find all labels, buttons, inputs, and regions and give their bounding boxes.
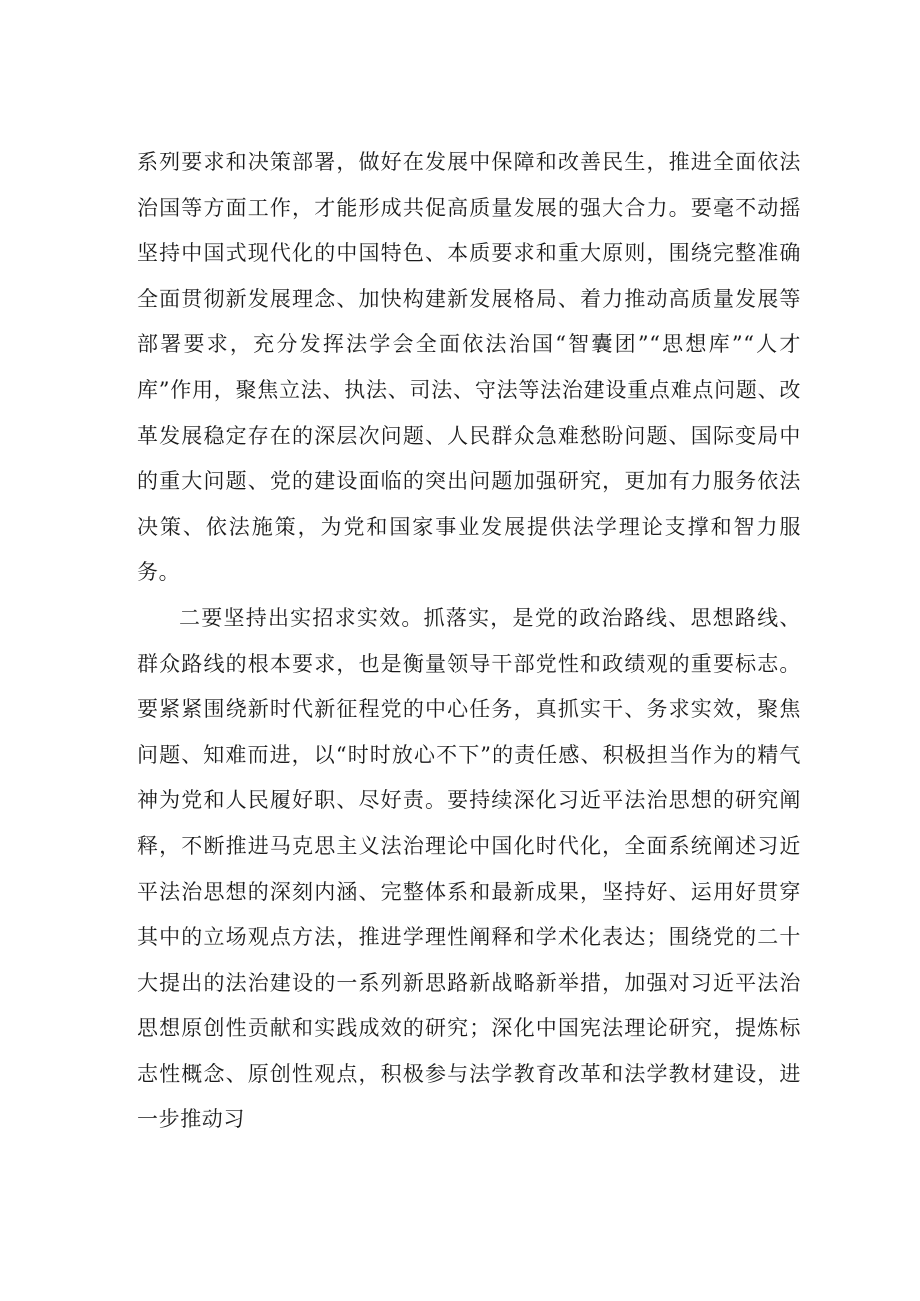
- body-text: [137, 140, 801, 1143]
- paragraph-1: 系列要求和决策部署，做好在发展中保障和改善民生，推进全面依法治国等方面工作，才能形成共促高质量发展的强大合力。要毫不动摇坚持中国式现代化的中国特色、本质要求和重大原则，围绕完整准确全面贯彻新发展理念、加快构建新发展格局、着力推动高质量发展等部署要求，充分发挥法学会全面依法治国“智囊团”“思想库”“人才库”作用，聚焦立法、执法、司法、守法等法治建设重点难点问题、改革发展稳定存在的深层次问题、人民群众急难愁盼问题、国际变局中的重大问题、党的建设面临的突出问题加强研究，更加有力服务依法决策、依法施策，为党和国家事业发展提供法学理论支撑和智力服务。: [137, 150, 801, 585]
- paragraph-2: 二要坚持出实招求实效。抓落实，是党的政治路线、思想路线、群众路线的根本要求，也是衡量领导干部党性和政绩观的重要标志。要紧紧围绕新时代新征程党的中心任务，真抓实干、务求实效，聚焦问题、知难而进，以“时时放心不下”的责任感、积极担当作为的精气神为党和人民履好职、尽好责。要持续深化习近平法治思想的研究阐释，不断推进马克思主义法治理论中国化时代化，全面系统阐述习近平法治思想的深刻内涵、完整体系和最新成果，坚持好、运用好贯穿其中的立场观点方法，推进学理性阐释和学术化表达；围绕党的二十大提出的法治建设的一系列新思路新战略新举措，加强对习近平法治思想原创性贡献和实践成效的研究；深化中国宪法理论研究，提炼标志性概念、原创性观点，积极参与法学教育改革和法学教材建设，进一步推动习: [137, 605, 801, 1132]
